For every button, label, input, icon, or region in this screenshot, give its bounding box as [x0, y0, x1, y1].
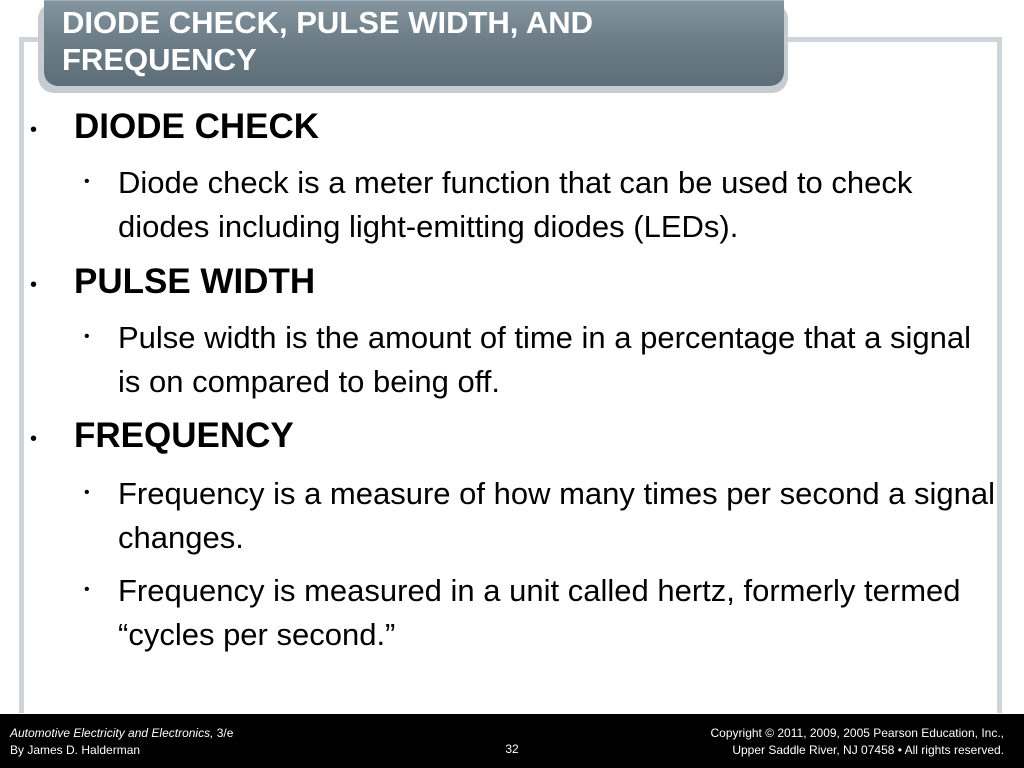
bullet-marker: • — [30, 274, 38, 296]
page-number: 32 — [505, 742, 519, 756]
bullet-heading: FREQUENCY — [74, 416, 294, 455]
slide-footer — [0, 714, 1024, 768]
book-title: Automotive Electricity and Electronics, — [10, 726, 214, 740]
copyright-line-1: Copyright © 2011, 2009, 2005 Pearson Education, Inc., — [710, 726, 1004, 740]
bullet-heading: DIODE CHECK — [74, 107, 320, 146]
copyright-line-2: Upper Saddle River, NJ 07458 • All rights reserved. — [732, 743, 1004, 757]
footer-book-credit — [10, 725, 233, 759]
bullet-marker: • — [30, 428, 38, 450]
sub-bullet-text: Diode check is a meter function that can be used to check diodes including light-emitting diodes (LEDs). — [118, 165, 913, 244]
sub-bullet-text: Frequency is measured in a unit called hertz, formerly termed “cycles per second.” — [118, 573, 961, 652]
sub-bullet-marker: • — [84, 484, 90, 501]
slide-title-line-1: DIODE CHECK, PULSE WIDTH, AND — [62, 5, 594, 40]
book-author: By James D. Halderman — [10, 743, 141, 757]
sub-bullet-marker: • — [84, 173, 90, 190]
sub-bullet-text: Pulse width is the amount of time in a percentage that a signal is on compared to being off. — [118, 320, 971, 399]
book-edition: 3/e — [213, 726, 234, 740]
slide-title-line-2: FREQUENCY — [62, 42, 257, 77]
footer-copyright — [711, 725, 1004, 759]
sub-bullet-marker: • — [84, 581, 90, 598]
bullet-marker: • — [30, 119, 38, 141]
bullet-heading: PULSE WIDTH — [74, 262, 316, 301]
sub-bullet-marker: • — [84, 328, 90, 345]
sub-bullet-text: Frequency is a measure of how many times per second a signal changes. — [118, 476, 996, 555]
